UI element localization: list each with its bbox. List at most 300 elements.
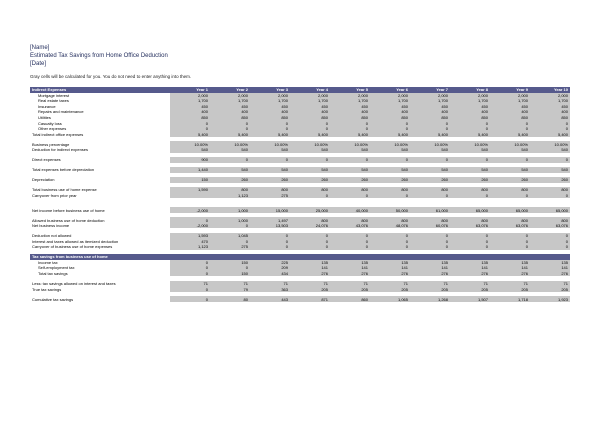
- value-cell[interactable]: 1,923: [530, 296, 570, 302]
- row-label: Income tax: [30, 260, 170, 266]
- row-label: Total business use of home expense: [30, 187, 170, 193]
- year-header: Year 1: [170, 87, 210, 93]
- value-cell[interactable]: 0: [410, 233, 450, 239]
- value-cell[interactable]: 0: [330, 126, 370, 132]
- value-cell[interactable]: 205: [450, 286, 490, 292]
- value-cell[interactable]: 540: [370, 147, 410, 153]
- value-cell[interactable]: 1,045: [210, 233, 250, 239]
- value-cell[interactable]: 276: [450, 271, 490, 277]
- value-cell[interactable]: 71: [290, 281, 330, 287]
- value-cell[interactable]: 260: [490, 177, 530, 183]
- value-cell[interactable]: 450: [410, 104, 450, 110]
- value-cell[interactable]: 1,700: [450, 98, 490, 104]
- value-cell[interactable]: 1,123: [170, 244, 210, 250]
- value-cell[interactable]: 5,400: [490, 131, 530, 137]
- value-cell[interactable]: 43,076: [330, 223, 370, 229]
- value-cell[interactable]: 540: [290, 147, 330, 153]
- value-cell[interactable]: 800: [330, 217, 370, 223]
- value-cell[interactable]: 0: [330, 157, 370, 163]
- row-label: Cumulative tax savings: [30, 296, 170, 302]
- value-cell[interactable]: 276: [370, 271, 410, 277]
- value-cell[interactable]: 276: [410, 271, 450, 277]
- value-cell[interactable]: 79: [210, 286, 250, 292]
- value-cell[interactable]: 1,590: [170, 187, 210, 193]
- value-cell[interactable]: 2,000: [250, 93, 290, 99]
- value-cell[interactable]: 0: [250, 233, 290, 239]
- value-cell[interactable]: 400: [490, 109, 530, 115]
- value-cell[interactable]: 800: [490, 217, 530, 223]
- value-cell[interactable]: 0: [370, 120, 410, 126]
- year-header: Year 6: [370, 87, 410, 93]
- value-cell[interactable]: 0: [210, 120, 250, 126]
- value-cell[interactable]: 1,507: [450, 296, 490, 302]
- value-cell[interactable]: 141: [530, 265, 570, 271]
- value-cell[interactable]: 276: [490, 271, 530, 277]
- value-cell[interactable]: 850: [250, 115, 290, 121]
- row-label: Depreciation: [30, 177, 170, 183]
- value-cell[interactable]: 800: [290, 217, 330, 223]
- value-cell[interactable]: 0: [410, 120, 450, 126]
- value-cell[interactable]: 141: [330, 265, 370, 271]
- value-cell[interactable]: 5,400: [410, 131, 450, 137]
- value-cell[interactable]: 860: [330, 296, 370, 302]
- value-cell[interactable]: 205: [410, 286, 450, 292]
- value-cell[interactable]: 0: [330, 233, 370, 239]
- value-cell[interactable]: 0: [530, 193, 570, 199]
- value-cell[interactable]: 60,076: [410, 223, 450, 229]
- row-label: Less: tax savings allowed on interest and taxes: [30, 281, 170, 287]
- value-cell[interactable]: 400: [330, 109, 370, 115]
- row-label: Self-employment tax: [30, 265, 170, 271]
- value-cell[interactable]: 0: [290, 157, 330, 163]
- value-cell[interactable]: 0: [170, 126, 210, 132]
- value-cell[interactable]: 400: [370, 109, 410, 115]
- value-cell[interactable]: 0: [410, 193, 450, 199]
- value-cell[interactable]: 400: [170, 109, 210, 115]
- value-cell[interactable]: 63,076: [450, 223, 490, 229]
- value-cell[interactable]: 800: [410, 217, 450, 223]
- value-cell[interactable]: 0: [170, 217, 210, 223]
- value-cell[interactable]: 71: [330, 281, 370, 287]
- value-cell[interactable]: 0: [450, 233, 490, 239]
- row-label: Carryover from prior year: [30, 193, 170, 199]
- value-cell[interactable]: 65,000: [490, 207, 530, 213]
- value-cell[interactable]: 2,000: [490, 93, 530, 99]
- value-cell[interactable]: 276: [330, 271, 370, 277]
- value-cell[interactable]: 135: [410, 260, 450, 266]
- value-cell[interactable]: 2,000: [410, 93, 450, 99]
- value-cell[interactable]: 209: [250, 265, 290, 271]
- value-cell[interactable]: 10.00%: [450, 141, 490, 147]
- value-cell[interactable]: 0: [490, 126, 530, 132]
- value-cell[interactable]: 450: [170, 104, 210, 110]
- value-cell[interactable]: 15,000: [250, 207, 290, 213]
- year-header: Year 5: [330, 87, 370, 93]
- value-cell[interactable]: 1,700: [170, 98, 210, 104]
- value-cell[interactable]: 540: [530, 167, 570, 173]
- value-cell[interactable]: 141: [370, 265, 410, 271]
- section-title: Indirect Expenses: [30, 87, 170, 93]
- value-cell[interactable]: 363: [250, 286, 290, 292]
- value-cell[interactable]: 71: [490, 281, 530, 287]
- value-cell[interactable]: 1,700: [370, 98, 410, 104]
- value-cell[interactable]: 0: [290, 244, 330, 250]
- value-cell[interactable]: 0: [170, 271, 210, 277]
- value-cell[interactable]: 470: [170, 238, 210, 244]
- value-cell[interactable]: 443: [250, 296, 290, 302]
- value-cell[interactable]: 141: [290, 265, 330, 271]
- value-cell[interactable]: 260: [370, 177, 410, 183]
- value-cell[interactable]: 1,700: [290, 98, 330, 104]
- value-cell[interactable]: 0: [290, 238, 330, 244]
- value-cell[interactable]: 434: [250, 271, 290, 277]
- value-cell[interactable]: 850: [370, 115, 410, 121]
- value-cell[interactable]: 141: [490, 265, 530, 271]
- value-cell[interactable]: 450: [370, 104, 410, 110]
- value-cell[interactable]: 540: [530, 147, 570, 153]
- value-cell[interactable]: 276: [290, 271, 330, 277]
- value-cell[interactable]: 260: [290, 177, 330, 183]
- row-label: Total expenses before depreciation: [30, 167, 170, 173]
- value-cell[interactable]: 1,065: [370, 296, 410, 302]
- row-label: Total indirect office expenses: [30, 131, 170, 137]
- value-cell[interactable]: 0: [530, 233, 570, 239]
- value-cell[interactable]: 0: [490, 233, 530, 239]
- value-cell[interactable]: 0: [210, 265, 250, 271]
- value-cell[interactable]: 800: [490, 187, 530, 193]
- value-cell[interactable]: 0: [330, 244, 370, 250]
- value-cell[interactable]: 10.00%: [250, 141, 290, 147]
- value-cell[interactable]: 0: [370, 193, 410, 199]
- value-cell[interactable]: 2,000: [290, 93, 330, 99]
- value-cell[interactable]: 260: [530, 177, 570, 183]
- value-cell[interactable]: 1,497: [250, 217, 290, 223]
- value-cell[interactable]: 205: [370, 286, 410, 292]
- value-cell[interactable]: 10.00%: [290, 141, 330, 147]
- value-cell[interactable]: 0: [170, 286, 210, 292]
- value-cell[interactable]: 0: [530, 238, 570, 244]
- value-cell[interactable]: 260: [210, 177, 250, 183]
- value-cell[interactable]: 225: [250, 260, 290, 266]
- value-cell[interactable]: 150: [210, 271, 250, 277]
- value-cell[interactable]: -2,000: [170, 223, 210, 229]
- value-cell[interactable]: 0: [290, 193, 330, 199]
- value-cell[interactable]: 260: [250, 177, 290, 183]
- value-cell[interactable]: 0: [450, 157, 490, 163]
- value-cell[interactable]: 1,700: [330, 98, 370, 104]
- value-cell[interactable]: 71: [410, 281, 450, 287]
- value-cell[interactable]: 0: [370, 126, 410, 132]
- value-cell[interactable]: 0: [170, 260, 210, 266]
- value-cell[interactable]: 0: [370, 238, 410, 244]
- value-cell[interactable]: 400: [450, 109, 490, 115]
- row-label: Deduction for indirect expenses: [30, 147, 170, 153]
- value-cell[interactable]: 0: [450, 120, 490, 126]
- value-cell[interactable]: 10.00%: [490, 141, 530, 147]
- value-cell[interactable]: 400: [250, 109, 290, 115]
- value-cell[interactable]: 205: [530, 286, 570, 292]
- value-cell[interactable]: 63,076: [530, 223, 570, 229]
- value-cell[interactable]: 65,000: [450, 207, 490, 213]
- value-cell[interactable]: 71: [450, 281, 490, 287]
- value-cell[interactable]: 1,700: [250, 98, 290, 104]
- value-cell[interactable]: 71: [210, 281, 250, 287]
- value-cell[interactable]: 275: [210, 244, 250, 250]
- year-header: Year 2: [210, 87, 250, 93]
- value-cell[interactable]: 80: [210, 296, 250, 302]
- value-cell[interactable]: 540: [410, 167, 450, 173]
- value-cell[interactable]: 540: [410, 147, 450, 153]
- value-cell[interactable]: 850: [490, 115, 530, 121]
- value-cell[interactable]: 850: [410, 115, 450, 121]
- value-cell[interactable]: 2,000: [210, 93, 250, 99]
- row-label: True tax savings: [30, 286, 170, 292]
- value-cell[interactable]: 450: [450, 104, 490, 110]
- value-cell[interactable]: 540: [210, 147, 250, 153]
- value-cell[interactable]: 10.00%: [530, 141, 570, 147]
- value-cell[interactable]: 141: [410, 265, 450, 271]
- value-cell[interactable]: 10.00%: [210, 141, 250, 147]
- value-cell[interactable]: 141: [450, 265, 490, 271]
- value-cell[interactable]: 540: [290, 167, 330, 173]
- value-cell[interactable]: 5,400: [290, 131, 330, 137]
- value-cell[interactable]: 0: [410, 244, 450, 250]
- value-cell[interactable]: 850: [530, 115, 570, 121]
- value-cell[interactable]: 5,400: [250, 131, 290, 137]
- value-cell[interactable]: 71: [530, 281, 570, 287]
- value-cell[interactable]: 540: [450, 167, 490, 173]
- value-cell[interactable]: 0: [370, 244, 410, 250]
- row-label: Net business income: [30, 223, 170, 229]
- value-cell[interactable]: 0: [450, 238, 490, 244]
- value-cell[interactable]: 540: [210, 167, 250, 173]
- value-cell[interactable]: 0: [250, 157, 290, 163]
- value-cell[interactable]: 0: [410, 157, 450, 163]
- value-cell[interactable]: 13,503: [250, 223, 290, 229]
- value-cell[interactable]: 10.00%: [370, 141, 410, 147]
- value-cell[interactable]: 0: [530, 120, 570, 126]
- value-cell[interactable]: 71: [170, 281, 210, 287]
- value-cell[interactable]: 450: [210, 104, 250, 110]
- value-cell[interactable]: 260: [450, 177, 490, 183]
- value-cell[interactable]: 540: [170, 147, 210, 153]
- value-cell[interactable]: 850: [210, 115, 250, 121]
- value-cell[interactable]: 0: [290, 126, 330, 132]
- value-cell[interactable]: 1,700: [490, 98, 530, 104]
- value-cell[interactable]: 5,400: [170, 131, 210, 137]
- value-cell[interactable]: 540: [490, 147, 530, 153]
- value-cell[interactable]: 5,400: [330, 131, 370, 137]
- value-cell[interactable]: 0: [530, 126, 570, 132]
- value-cell[interactable]: 800: [450, 187, 490, 193]
- value-cell[interactable]: 1,000: [210, 207, 250, 213]
- value-cell[interactable]: 260: [330, 177, 370, 183]
- value-cell[interactable]: 0: [410, 126, 450, 132]
- value-cell[interactable]: 71: [250, 281, 290, 287]
- value-cell[interactable]: 150: [170, 177, 210, 183]
- value-cell[interactable]: 0: [530, 157, 570, 163]
- value-cell[interactable]: 2,000: [330, 93, 370, 99]
- value-cell[interactable]: 800: [530, 187, 570, 193]
- value-cell[interactable]: 800: [290, 187, 330, 193]
- value-cell[interactable]: -2,000: [170, 207, 210, 213]
- value-cell[interactable]: 540: [370, 167, 410, 173]
- date-field[interactable]: [Date]: [30, 61, 47, 67]
- value-cell[interactable]: 0: [330, 120, 370, 126]
- value-cell[interactable]: 135: [450, 260, 490, 266]
- value-cell[interactable]: 540: [250, 167, 290, 173]
- value-cell[interactable]: 0: [530, 244, 570, 250]
- value-cell[interactable]: 260: [410, 177, 450, 183]
- sheet-title: Estimated Tax Savings from Home Office Deduction: [30, 53, 168, 59]
- value-cell[interactable]: 24,076: [290, 223, 330, 229]
- value-cell[interactable]: 1,700: [210, 98, 250, 104]
- value-cell[interactable]: 0: [210, 157, 250, 163]
- value-cell[interactable]: 800: [410, 187, 450, 193]
- value-cell[interactable]: 0: [450, 193, 490, 199]
- value-cell[interactable]: 400: [210, 109, 250, 115]
- value-cell[interactable]: 205: [490, 286, 530, 292]
- value-cell[interactable]: 540: [330, 147, 370, 153]
- value-cell[interactable]: 0: [410, 238, 450, 244]
- value-cell[interactable]: 0: [370, 157, 410, 163]
- value-cell[interactable]: 5,400: [210, 131, 250, 137]
- value-cell[interactable]: 800: [210, 187, 250, 193]
- value-cell[interactable]: 800: [530, 217, 570, 223]
- value-cell[interactable]: 400: [290, 109, 330, 115]
- section-title: Tax savings from business use of home: [30, 254, 170, 260]
- value-cell[interactable]: 850: [170, 115, 210, 121]
- value-cell[interactable]: 450: [530, 104, 570, 110]
- value-cell[interactable]: 5,400: [370, 131, 410, 137]
- value-cell[interactable]: 850: [330, 115, 370, 121]
- row-label: Business percentage: [30, 141, 170, 147]
- value-cell[interactable]: 5,400: [530, 131, 570, 137]
- year-header: Year 10: [530, 87, 570, 93]
- value-cell[interactable]: 540: [450, 147, 490, 153]
- value-cell[interactable]: 0: [450, 126, 490, 132]
- row-label: Insurance: [30, 104, 170, 110]
- value-cell[interactable]: 450: [250, 104, 290, 110]
- value-cell[interactable]: 0: [490, 193, 530, 199]
- value-cell[interactable]: 871: [290, 296, 330, 302]
- value-cell[interactable]: 0: [330, 238, 370, 244]
- value-cell[interactable]: 0: [490, 244, 530, 250]
- value-cell[interactable]: 205: [290, 286, 330, 292]
- value-cell[interactable]: 1,000: [210, 217, 250, 223]
- value-cell[interactable]: 540: [250, 147, 290, 153]
- value-cell[interactable]: 0: [250, 126, 290, 132]
- value-cell[interactable]: 40,000: [330, 207, 370, 213]
- value-cell[interactable]: 1,123: [210, 193, 250, 199]
- value-cell[interactable]: 10.00%: [330, 141, 370, 147]
- value-cell[interactable]: 0: [370, 233, 410, 239]
- value-cell[interactable]: 2,000: [370, 93, 410, 99]
- value-cell[interactable]: 1,700: [410, 98, 450, 104]
- value-cell[interactable]: 540: [330, 167, 370, 173]
- value-cell[interactable]: 0: [290, 233, 330, 239]
- value-cell[interactable]: 135: [530, 260, 570, 266]
- value-cell[interactable]: 800: [330, 187, 370, 193]
- value-cell[interactable]: 1,700: [530, 98, 570, 104]
- row-label: Utilities: [30, 115, 170, 121]
- value-cell[interactable]: 1,718: [490, 296, 530, 302]
- value-cell[interactable]: 5,400: [450, 131, 490, 137]
- value-cell[interactable]: 450: [290, 104, 330, 110]
- year-header: Year 7: [410, 87, 450, 93]
- value-cell[interactable]: 900: [170, 157, 210, 163]
- name-field[interactable]: [Name]: [30, 45, 50, 51]
- value-cell[interactable]: 850: [290, 115, 330, 121]
- row-label: Real estate taxes: [30, 98, 170, 104]
- value-cell[interactable]: 800: [450, 217, 490, 223]
- tax-savings-table: [30, 87, 570, 302]
- value-cell[interactable]: 0: [210, 223, 250, 229]
- year-header: Year 4: [290, 87, 330, 93]
- value-cell[interactable]: 135: [290, 260, 330, 266]
- value-cell[interactable]: 0: [490, 238, 530, 244]
- value-cell[interactable]: 50,000: [370, 207, 410, 213]
- value-cell[interactable]: 0: [490, 157, 530, 163]
- value-cell[interactable]: 450: [330, 104, 370, 110]
- value-cell[interactable]: 400: [530, 109, 570, 115]
- value-cell[interactable]: 0: [330, 193, 370, 199]
- value-cell[interactable]: 450: [490, 104, 530, 110]
- value-cell[interactable]: 0: [250, 238, 290, 244]
- value-cell[interactable]: 800: [370, 217, 410, 223]
- value-cell[interactable]: 850: [450, 115, 490, 121]
- value-cell[interactable]: 65,000: [530, 207, 570, 213]
- value-cell[interactable]: 276: [530, 271, 570, 277]
- value-cell[interactable]: 800: [370, 187, 410, 193]
- value-cell[interactable]: 61,000: [410, 207, 450, 213]
- value-cell[interactable]: 0: [170, 296, 210, 302]
- value-cell[interactable]: 400: [410, 109, 450, 115]
- value-cell[interactable]: 2,000: [170, 93, 210, 99]
- value-cell[interactable]: 63,076: [490, 223, 530, 229]
- value-cell[interactable]: 2,000: [530, 93, 570, 99]
- instruction-note: Gray cells will be calculated for you. You do not need to enter anything into them.: [30, 74, 192, 79]
- value-cell[interactable]: 10.00%: [170, 141, 210, 147]
- value-cell[interactable]: 0: [250, 120, 290, 126]
- value-cell[interactable]: 1,593: [170, 233, 210, 239]
- value-cell[interactable]: 0: [290, 120, 330, 126]
- value-cell[interactable]: 205: [330, 286, 370, 292]
- value-cell[interactable]: 71: [370, 281, 410, 287]
- value-cell[interactable]: 0: [170, 265, 210, 271]
- value-cell[interactable]: 25,000: [290, 207, 330, 213]
- value-cell[interactable]: 135: [330, 260, 370, 266]
- value-cell[interactable]: 1,440: [170, 167, 210, 173]
- value-cell[interactable]: 0: [170, 120, 210, 126]
- value-cell[interactable]: 150: [210, 260, 250, 266]
- value-cell[interactable]: 275: [250, 193, 290, 199]
- value-cell[interactable]: 0: [250, 244, 290, 250]
- value-cell[interactable]: 0: [210, 238, 250, 244]
- value-cell[interactable]: 1,268: [410, 296, 450, 302]
- value-cell[interactable]: 48,076: [370, 223, 410, 229]
- value-cell[interactable]: 135: [490, 260, 530, 266]
- value-cell[interactable]: 2,000: [450, 93, 490, 99]
- value-cell[interactable]: 0: [450, 244, 490, 250]
- value-cell[interactable]: 10.00%: [410, 141, 450, 147]
- value-cell[interactable]: 135: [370, 260, 410, 266]
- value-cell[interactable]: 540: [490, 167, 530, 173]
- value-cell[interactable]: 0: [210, 126, 250, 132]
- value-cell[interactable]: 0: [490, 120, 530, 126]
- value-cell[interactable]: 800: [250, 187, 290, 193]
- year-header: Year 8: [450, 87, 490, 93]
